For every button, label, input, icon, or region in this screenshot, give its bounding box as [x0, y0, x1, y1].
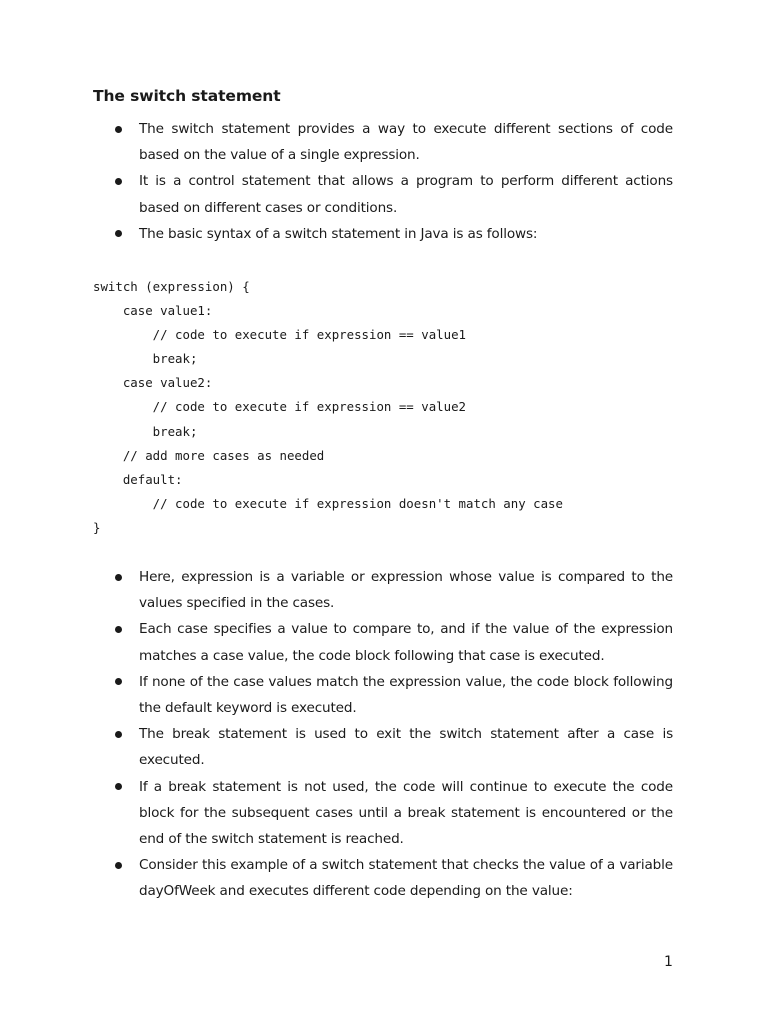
list-item-text: If a break statement is not used, the code will continue to execute the code block for the subsequent cases until a break statement is encountered or the end of the switch statement is reached.	[139, 778, 673, 848]
list-item-text: Consider this example of a switch statement that checks the value of a variable dayOfWeek and executes different code depending on the value:	[139, 857, 673, 900]
list-item	[0, 852, 673, 904]
bullet-dot-icon	[115, 574, 122, 581]
code-block	[93, 275, 563, 540]
list-item-text: Each case specifies a value to compare to, and if the value of the expression matches a case value, the code block following that case is executed.	[139, 621, 673, 664]
list-item-text: It is a control statement that allows a program to perform different actions based on different cases or conditions.	[139, 173, 673, 216]
list-item-text: Here, expression is a variable or expression whose value is compared to the values specified in the cases.	[139, 569, 673, 612]
code-line: default:	[93, 471, 183, 487]
list-item	[0, 116, 673, 168]
code-line: // add more cases as needed	[93, 447, 325, 463]
list-item	[0, 721, 673, 773]
bullet-dot-icon	[115, 862, 122, 869]
code-line: // code to execute if expression doesn't match any case	[93, 495, 563, 511]
code-line: break;	[93, 423, 198, 439]
page-number: 1	[664, 954, 673, 970]
code-line: }	[93, 519, 101, 535]
bullet-dot-icon	[115, 731, 122, 738]
list-item-text: If none of the case values match the expression value, the code block following the default keyword is executed.	[139, 673, 673, 717]
list-item	[0, 221, 673, 247]
list-item-text: The break statement is used to exit the switch statement after a case is executed.	[139, 726, 673, 769]
list-item	[0, 168, 673, 220]
list-item-text: The switch statement provides a way to execute different sections of code based on the value of a single expression.	[139, 121, 673, 164]
bullet-dot-icon	[115, 626, 122, 633]
code-line: switch (expression) {	[93, 279, 250, 294]
detail-bullet-list	[0, 564, 768, 905]
code-line: // code to execute if expression == value2	[93, 399, 466, 415]
bullet-dot-icon	[115, 783, 122, 790]
section-heading: The switch statement	[93, 87, 281, 105]
intro-bullet-list	[0, 116, 768, 247]
code-line: // code to execute if expression == value1	[93, 327, 466, 343]
code-line: case value1:	[93, 303, 213, 319]
list-item	[0, 564, 673, 616]
list-item	[0, 669, 673, 721]
list-item	[0, 774, 673, 853]
list-item-text: The basic syntax of a switch statement in Java is as follows:	[139, 225, 538, 242]
bullet-dot-icon	[115, 126, 122, 133]
code-line: break;	[93, 351, 198, 367]
code-line: case value2:	[93, 375, 213, 391]
bullet-dot-icon	[115, 178, 122, 185]
bullet-dot-icon	[115, 230, 122, 237]
bullet-dot-icon	[115, 678, 122, 685]
list-item	[0, 616, 673, 668]
